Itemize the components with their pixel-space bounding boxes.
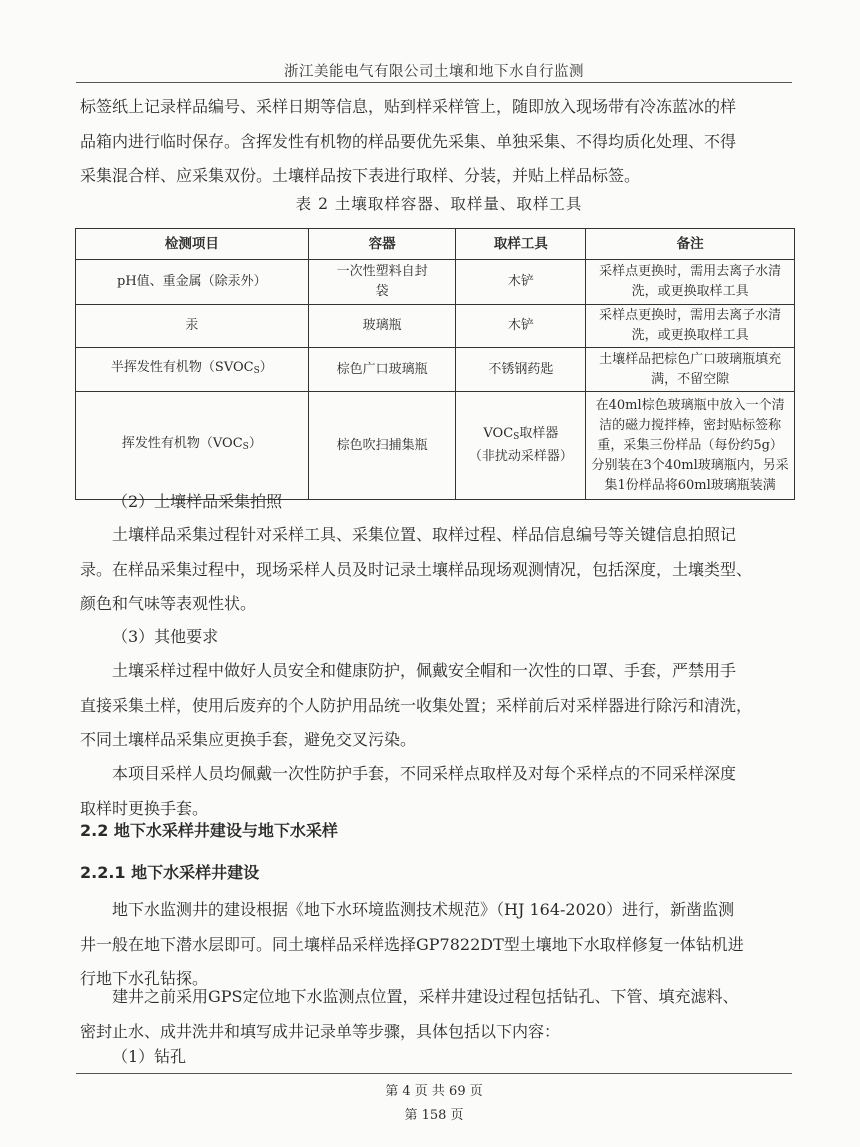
intro-line: 标签纸上记录样品编号、采样日期等信息，贴到样采样管上，随即放入现场带有冷冻蓝冰的样 [80,97,737,116]
header-cell: 备注 [586,229,795,260]
header-rule [76,82,792,83]
item-cell: pH值、重金属（除汞外） [76,260,309,305]
sampling-table [75,228,795,500]
page-number: 第 4 页 共 69 页 [385,1084,483,1099]
section-title-2-2-1: 2.2.1 地下水采样井建设 [80,863,260,882]
header-cell: 检测项目 [76,229,309,260]
intro-paragraph [80,90,798,194]
gloves-paragraph: 本项目采样人员均佩戴一次性防护手套，不同采样点取样及对每个采样点的不同采样深度 取样时更换手套。 [80,764,737,818]
item-cell: 挥发性有机物$(VOC_S)$ [76,392,309,500]
tool-cell: 木铲 [456,260,586,305]
section-heading: （1）钻孔 [112,1047,187,1066]
container-cell: 一次性塑料自封 袋 [308,260,456,305]
page-header: 浙江美能电气有限公司土壤和地下水自行监测 [284,64,584,80]
well-paragraph: 地下水监测井的建设根据《地下水环境监测技术规范》（HJ 164-2020）进行，新凿监测 井一般在地下潜水层即可。同土壤样品采样选择GP7822DT型土壤地下水取样修复一体钻机进 行地下水孔钻探。 [80,900,744,988]
table-row [76,260,795,305]
table-header-row [76,229,795,260]
section-heading: （2）土壤样品采集拍照 [112,492,283,511]
table-row [76,348,795,392]
photo-paragraph: 土壤样品采集过程针对采样工具、采集位置、取样过程、样品信息编号等关键信息拍照记 录。在样品采集过程中，现场采样人员及时记录土壤样品现场观测情况，包括深度，土壤类型、 颜色和气味等表观性状。 [80,525,753,613]
note-cell: 在40ml棕色玻璃瓶中放入一个清 洁的磁力搅拌棒，密封贴标签称 重，采集三份样品（每份约5g） 分别装在3个40ml玻璃瓶内，另采 集1份样品将60ml玻璃瓶装满 [586,392,795,500]
table-row [76,392,795,500]
note-cell: 采样点更换时，需用去离子水清 洗，或更换取样工具 [586,305,795,348]
container-cell: 棕色广口玻璃瓶 [308,348,456,392]
requirements-paragraph: 土壤采样过程中做好人员安全和健康防护，佩戴安全帽和一次性的口罩、手套，严禁用手 直接采集土样，使用后废弃的个人防护用品统一收集处置；采样前后对采样器进行除污和清洗， 不同土壤样品采集应更换手套，避免交叉污染。 [80,661,753,749]
container-cell: 玻璃瓶 [308,305,456,348]
intro-line: 品箱内进行临时保存。含挥发性有机物的样品要优先采集、单独采集、不得均质化处理、不得 [80,131,737,151]
tool-cell: 木铲 [456,305,586,348]
total-page-number: 第 158 页 [404,1108,464,1123]
header-cell: 容器 [308,229,456,260]
note-cell: 土壤样品把棕色广口玻璃瓶填充 满，不留空隙 [586,348,795,392]
tool-cell: $VOC_S$取样器 （非扰动采样器） [456,392,586,500]
note-cell: 采样点更换时，需用去离子水清 洗，或更换取样工具 [586,260,795,305]
container-cell: 棕色吹扫捕集瓶 [308,392,456,500]
gps-paragraph: 建井之前采用GPS定位地下水监测点位置，采样井建设过程包括钻孔、下管、填充滤料、 密封止水、成井洗井和填写成井记录单等步骤，具体包括以下内容： [80,987,739,1041]
tool-cell: 不锈钢药匙 [456,348,586,392]
intro-line: 采集混合样、应采集双份。土壤样品按下表进行取样、分装，并贴上样品标签。 [80,166,641,185]
table-row [76,305,795,348]
section-title-2-2: 2.2 地下水采样井建设与地下水采样 [80,821,338,840]
footer-rule [76,1073,792,1074]
header-cell: 取样工具 [456,229,586,260]
item-cell: 汞 [76,305,309,348]
section-heading: （3）其他要求 [112,627,219,646]
item-cell: 半挥发性有机物$(SVOC_S)$ [76,348,309,392]
table-caption: 表 2 土壤取样容器、取样量、取样工具 [295,195,583,213]
